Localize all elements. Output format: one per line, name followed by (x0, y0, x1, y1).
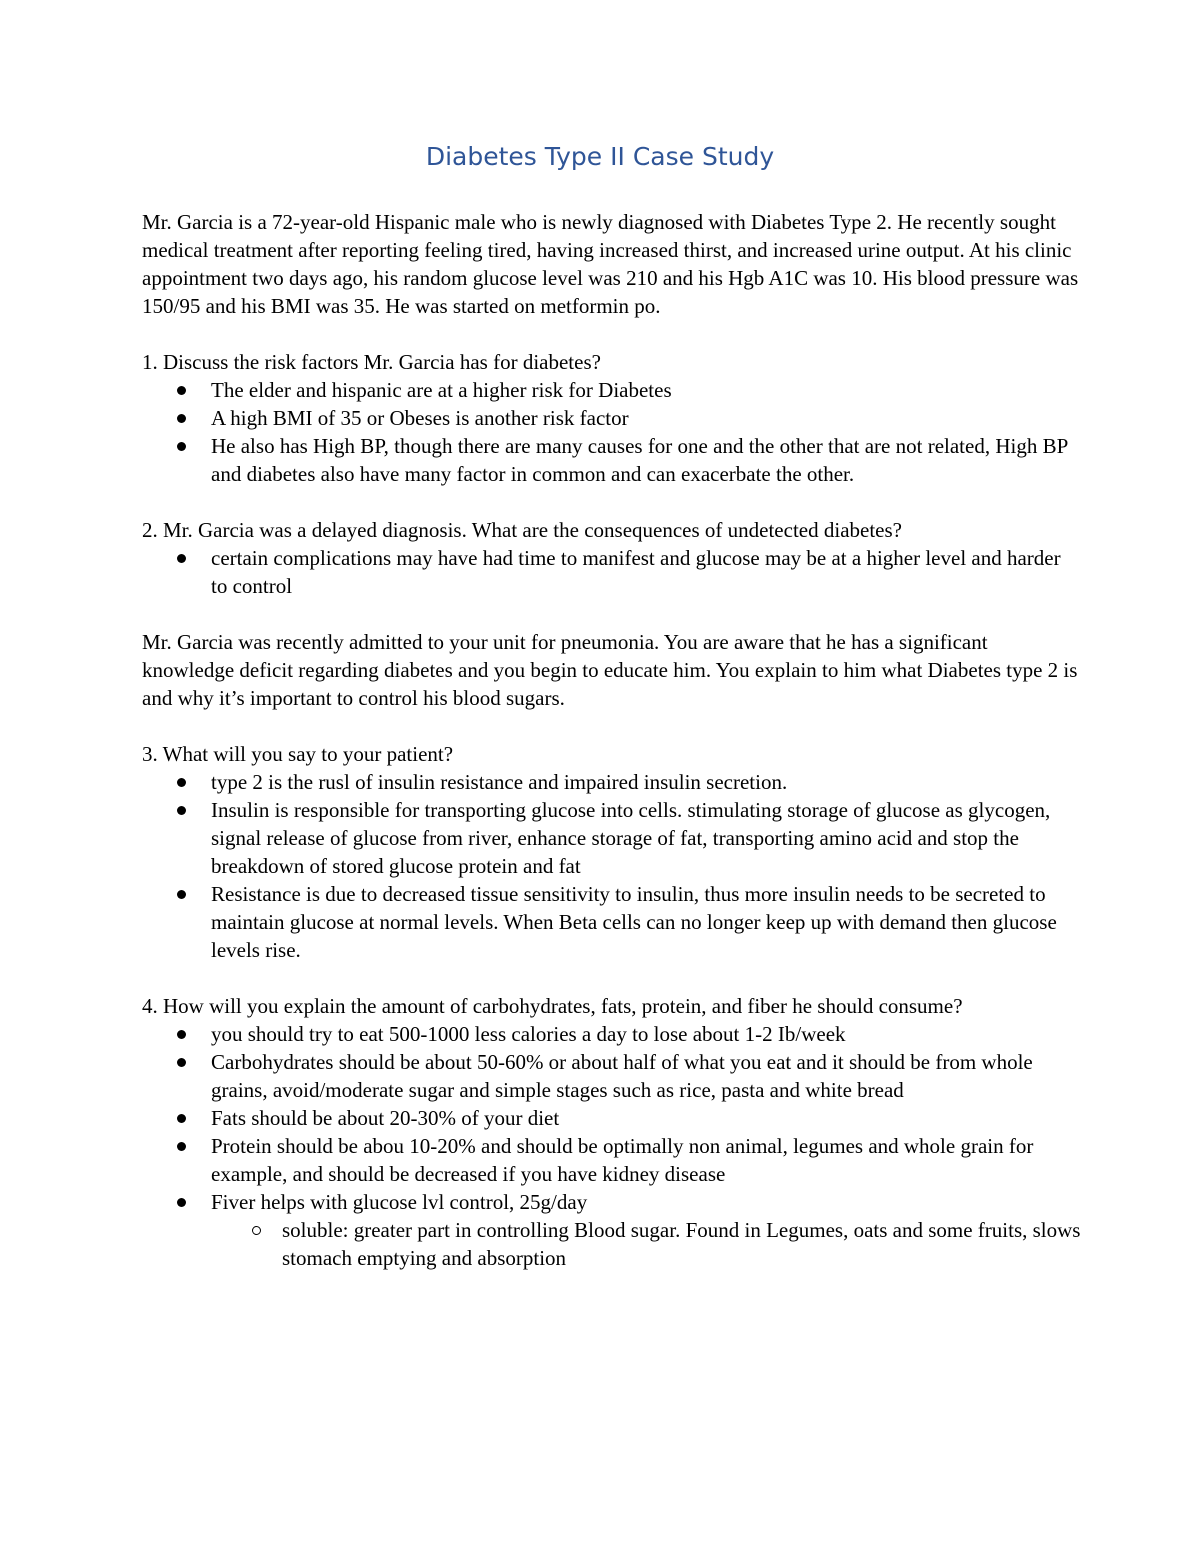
list-item: certain complications may have had time to manifest and glucose may be at a higher level and harder to control (211, 544, 1082, 600)
question-3: 3. What will you say to your patient? (142, 742, 454, 766)
bullet-icon (177, 890, 186, 899)
bullet-icon (177, 414, 186, 423)
bullet-icon (177, 554, 186, 563)
list-item: Carbohydrates should be about 50-60% or about half of what you eat and it should be from whole grains, avoid/moderate sugar and simple stages such as rice, pasta and white bread (211, 1048, 1082, 1104)
question-1: 1. Discuss the risk factors Mr. Garcia has for diabetes? (142, 350, 601, 374)
question-2-answers (142, 544, 1082, 600)
list-item: you should try to eat 500-1000 less calories a day to lose about 1-2 Ib/week (211, 1020, 1082, 1048)
bullet-icon (177, 1114, 186, 1123)
question-4-answers (142, 1020, 1082, 1272)
document-title: Diabetes Type II Case Study (425, 142, 775, 171)
list-item: Insulin is responsible for transporting glucose into cells. stimulating storage of glucose as glycogen, signal release of glucose from river, enhance storage of fat, transporting amino acid and stop the breakdown of stored glucose protein and fat (211, 796, 1082, 880)
list-item: Fiver helps with glucose lvl control, 25g/day soluble: greater part in controlling Blood sugar. Found in Legumes, oats and some fruits, slows stomach emptying and absorption (211, 1188, 1082, 1272)
bullet-icon (177, 1198, 186, 1207)
list-item: Resistance is due to decreased tissue sensitivity to insulin, thus more insulin needs to be secreted to maintain glucose at normal levels. When Beta cells can no longer keep up with demand then glucose levels rise. (211, 880, 1082, 964)
bullet-icon (177, 1142, 186, 1151)
bullet-icon (177, 1058, 186, 1067)
list-item: type 2 is the rusl of insulin resistance and impaired insulin secretion. (211, 768, 1082, 796)
question-1-answers (142, 376, 1082, 488)
list-item: The elder and hispanic are at a higher risk for Diabetes (211, 376, 1082, 404)
list-item: A high BMI of 35 or Obeses is another risk factor (211, 404, 1082, 432)
question-2: 2. Mr. Garcia was a delayed diagnosis. What are the consequences of undetected diabetes? (142, 518, 902, 542)
list-item: He also has High BP, though there are many causes for one and the other that are not related, High BP and diabetes also have many factor in common and can exacerbate the other. (211, 432, 1082, 488)
case-intro-paragraph: Mr. Garcia is a 72-year-old Hispanic male who is newly diagnosed with Diabetes Type 2. He recently sought medical treatment after reporting feeling tired, having increased thirst, and increased urine output. At his clinic appointment two days ago, his random glucose level was 210 and his Hgb A1C was 10. His blood pressure was 150/95 and his BMI was 35. He was started on metformin po. (142, 210, 1079, 318)
bullet-icon (177, 386, 186, 395)
list-item: Protein should be abou 10-20% and should be optimally non animal, legumes and whole grain for example, and should be decreased if you have kidney disease (211, 1132, 1082, 1188)
hollow-bullet-icon (252, 1226, 261, 1235)
bullet-icon (177, 442, 186, 451)
bullet-icon (177, 1030, 186, 1039)
question-4: 4. How will you explain the amount of carbohydrates, fats, protein, and fiber he should consume? (142, 994, 963, 1018)
question-3-answers (142, 768, 1082, 964)
bullet-icon (177, 806, 186, 815)
scenario-paragraph: Mr. Garcia was recently admitted to your unit for pneumonia. You are aware that he has a significant knowledge deficit regarding diabetes and you begin to educate him. You explain to him what Diabetes type 2 is and why it’s important to control his blood sugars. (142, 630, 1078, 710)
fiber-sub-list (211, 1216, 1082, 1272)
bullet-icon (177, 778, 186, 787)
document-body (142, 208, 1082, 1272)
sub-list-item: soluble: greater part in controlling Blood sugar. Found in Legumes, oats and some fruits, slows stomach emptying and absorption (282, 1216, 1082, 1272)
list-item: Fats should be about 20-30% of your diet (211, 1104, 1082, 1132)
